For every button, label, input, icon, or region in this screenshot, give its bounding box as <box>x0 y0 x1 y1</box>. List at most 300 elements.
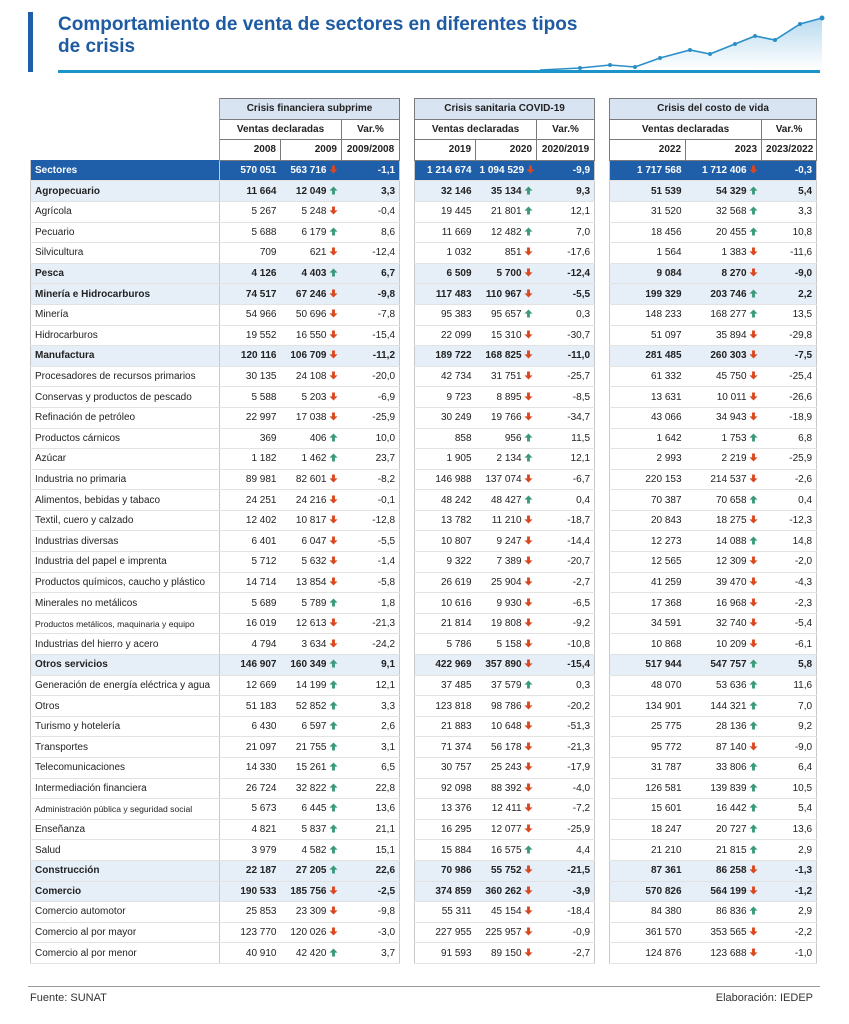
sales-value: 5 786 <box>415 634 476 655</box>
sales-value: 369 <box>220 428 281 449</box>
sales-value: 4 582 <box>301 844 327 856</box>
variation-period-header: 2023/2022 <box>762 140 817 161</box>
sector-row <box>31 860 817 881</box>
sales-value-with-trend <box>686 304 762 325</box>
sales-value: 40 910 <box>220 943 281 964</box>
column-gap <box>595 243 610 264</box>
table-row <box>31 222 817 243</box>
arrow-down-icon <box>524 824 533 833</box>
sales-value: 1 032 <box>415 243 476 264</box>
arrow-up-icon <box>524 309 533 318</box>
table-row <box>31 922 817 943</box>
sales-value: 357 890 <box>485 659 522 671</box>
arrow-down-icon <box>524 577 533 586</box>
variation-value: 3,7 <box>342 943 400 964</box>
sales-value: 9 723 <box>415 387 476 408</box>
sales-value-with-trend <box>476 449 537 470</box>
sales-value-with-trend <box>281 428 342 449</box>
variation-value: -2,7 <box>537 943 595 964</box>
variation-value: -1,2 <box>762 881 817 902</box>
sales-value: 48 070 <box>610 675 686 696</box>
sales-value: 123 770 <box>220 922 281 943</box>
variation-value: 5,4 <box>762 799 817 820</box>
variation-value: -9,8 <box>342 284 400 305</box>
sales-value: 31 787 <box>610 758 686 779</box>
arrow-down-icon <box>524 783 533 792</box>
sales-value-with-trend <box>686 922 762 943</box>
sales-value-with-trend <box>281 160 342 181</box>
sales-value: 570 826 <box>610 881 686 902</box>
sales-value-with-trend <box>686 510 762 531</box>
sales-value: 24 108 <box>295 371 327 383</box>
sales-value-with-trend <box>281 490 342 511</box>
arrow-up-icon <box>749 906 758 915</box>
variation-value: -14,4 <box>537 531 595 552</box>
sales-value-with-trend <box>686 531 762 552</box>
variation-value: 6,8 <box>762 428 817 449</box>
arrow-up-icon <box>749 536 758 545</box>
sales-value: 31 751 <box>490 371 522 383</box>
variation-value: -8,5 <box>537 387 595 408</box>
sales-value: 5 712 <box>220 552 281 573</box>
arrow-down-icon <box>749 865 758 874</box>
arrow-down-icon <box>329 927 338 936</box>
sales-value: 21 883 <box>415 716 476 737</box>
column-gap <box>400 469 415 490</box>
variation-value: 3,1 <box>342 737 400 758</box>
sales-value: 13 782 <box>415 510 476 531</box>
crisis-group-header: Crisis del costo de vida <box>610 99 817 120</box>
sales-value: 5 837 <box>301 824 327 836</box>
column-gap <box>400 449 415 470</box>
crisis-group-header: Crisis financiera subprime <box>220 99 400 120</box>
arrow-up-icon <box>749 762 758 771</box>
sales-value: 30 135 <box>220 366 281 387</box>
column-gap <box>400 634 415 655</box>
variation-value: -7,2 <box>537 799 595 820</box>
table-row <box>31 552 817 573</box>
arrow-down-icon <box>749 927 758 936</box>
arrow-down-icon <box>524 392 533 401</box>
sales-value: 19 766 <box>490 412 522 424</box>
sales-value-with-trend <box>281 222 342 243</box>
sales-value: 353 565 <box>710 927 747 939</box>
sales-value-with-trend <box>476 552 537 573</box>
sales-value: 9 247 <box>496 535 522 547</box>
sales-value: 18 275 <box>715 515 747 527</box>
variation-value: -25,9 <box>537 819 595 840</box>
sales-value: 12 049 <box>295 185 327 197</box>
arrow-down-icon <box>329 309 338 318</box>
variation-value: 12,1 <box>537 201 595 222</box>
sales-value-with-trend <box>476 634 537 655</box>
sales-value: 71 374 <box>415 737 476 758</box>
sales-value: 24 216 <box>295 494 327 506</box>
arrow-up-icon <box>524 680 533 689</box>
variation-value: 9,2 <box>762 716 817 737</box>
column-gap <box>400 572 415 593</box>
year-header: 2019 <box>415 140 476 161</box>
sales-value-with-trend <box>281 572 342 593</box>
sales-value-with-trend <box>476 922 537 943</box>
table-row <box>31 840 817 861</box>
variation-value: 14,8 <box>762 531 817 552</box>
sales-value: 422 969 <box>415 655 476 676</box>
sales-value: 563 716 <box>290 165 327 177</box>
arrow-up-icon <box>524 845 533 854</box>
sales-value: 41 259 <box>610 572 686 593</box>
column-gap <box>595 758 610 779</box>
sales-value: 5 689 <box>220 593 281 614</box>
column-gap <box>595 922 610 943</box>
variation-value: -2,6 <box>762 469 817 490</box>
sales-value-with-trend <box>476 531 537 552</box>
sales-value: 1 182 <box>220 449 281 470</box>
column-gap <box>400 943 415 964</box>
sales-table <box>30 98 817 964</box>
sales-value: 22 187 <box>220 860 281 881</box>
sales-value: 360 262 <box>485 885 522 897</box>
arrow-down-icon <box>749 371 758 380</box>
variation-value: -20,2 <box>537 696 595 717</box>
column-gap <box>400 160 415 181</box>
variation-value: -2,2 <box>762 922 817 943</box>
sales-value-with-trend <box>686 243 762 264</box>
column-gap <box>595 778 610 799</box>
column-gap <box>400 552 415 573</box>
arrow-down-icon <box>524 536 533 545</box>
variation-value: 10,0 <box>342 428 400 449</box>
sales-value: 1 462 <box>301 453 327 465</box>
variation-value: 0,4 <box>537 490 595 511</box>
variation-value: -11,0 <box>537 346 595 367</box>
sales-value: 117 483 <box>415 284 476 305</box>
total-row <box>31 160 817 181</box>
row-label: Enseñanza <box>31 819 220 840</box>
arrow-up-icon <box>749 309 758 318</box>
row-label: Silvicultura <box>31 243 220 264</box>
sales-value: 168 277 <box>710 309 747 321</box>
sales-value: 30 249 <box>415 407 476 428</box>
variation-value: -29,8 <box>762 325 817 346</box>
sales-value-with-trend <box>476 943 537 964</box>
sales-value: 50 696 <box>295 309 327 321</box>
arrow-up-icon <box>524 206 533 215</box>
variation-value: -18,9 <box>762 407 817 428</box>
sales-value: 54 329 <box>715 185 747 197</box>
sales-value-with-trend <box>476 819 537 840</box>
variation-value: -6,1 <box>762 634 817 655</box>
sales-value-with-trend <box>686 655 762 676</box>
arrow-down-icon <box>749 165 758 174</box>
sales-value: 281 485 <box>610 346 686 367</box>
column-gap <box>595 593 610 614</box>
sales-value-with-trend <box>281 407 342 428</box>
sales-value-with-trend <box>281 840 342 861</box>
sales-value-with-trend <box>686 572 762 593</box>
table-row <box>31 819 817 840</box>
column-gap <box>400 201 415 222</box>
arrow-up-icon <box>329 845 338 854</box>
sales-value-with-trend <box>686 840 762 861</box>
arrow-up-icon <box>329 433 338 442</box>
arrow-up-icon <box>329 598 338 607</box>
sales-value: 137 074 <box>485 473 522 485</box>
sales-value: 86 836 <box>715 906 747 918</box>
variation-value: 1,8 <box>342 593 400 614</box>
sales-value: 6 597 <box>301 721 327 733</box>
sales-value-with-trend <box>281 819 342 840</box>
arrow-down-icon <box>524 721 533 730</box>
variation-value: -12,8 <box>342 510 400 531</box>
sales-value: 12 669 <box>220 675 281 696</box>
column-gap <box>595 860 610 881</box>
table-row <box>31 758 817 779</box>
sales-value: 98 786 <box>490 700 522 712</box>
column-gap <box>400 387 415 408</box>
arrow-up-icon <box>329 742 338 751</box>
sales-value-with-trend <box>686 902 762 923</box>
variation-header: Var.% <box>762 119 817 140</box>
sales-value-with-trend <box>476 160 537 181</box>
year-header: 2022 <box>610 140 686 161</box>
sales-value-with-trend <box>281 716 342 737</box>
sales-value-with-trend <box>281 366 342 387</box>
sales-value: 5 248 <box>301 206 327 218</box>
column-gap <box>400 243 415 264</box>
arrow-down-icon <box>329 247 338 256</box>
sales-value: 16 575 <box>490 844 522 856</box>
variation-value: -5,4 <box>762 613 817 634</box>
sales-value: 26 619 <box>415 572 476 593</box>
column-gap <box>595 160 610 181</box>
column-gap <box>595 799 610 820</box>
sales-value-with-trend <box>686 428 762 449</box>
sales-value: 88 392 <box>490 782 522 794</box>
arrow-up-icon <box>749 227 758 236</box>
arrow-down-icon <box>329 495 338 504</box>
variation-value: 22,6 <box>342 860 400 881</box>
sales-value: 22 997 <box>220 407 281 428</box>
row-label: Azúcar <box>31 449 220 470</box>
sales-value: 82 601 <box>295 473 327 485</box>
sales-value-with-trend <box>281 387 342 408</box>
row-label: Comercio automotor <box>31 902 220 923</box>
sales-value: 956 <box>504 432 522 444</box>
column-gap <box>595 346 610 367</box>
column-gap <box>595 819 610 840</box>
column-gap <box>400 304 415 325</box>
table-row <box>31 407 817 428</box>
arrow-down-icon <box>749 268 758 277</box>
column-gap <box>400 119 415 140</box>
sales-value-with-trend <box>476 696 537 717</box>
variation-value: -2,7 <box>537 572 595 593</box>
arrow-up-icon <box>524 495 533 504</box>
sales-value: 16 442 <box>715 803 747 815</box>
row-label: Hidrocarburos <box>31 325 220 346</box>
sales-value: 10 209 <box>715 638 747 650</box>
row-label: Comercio <box>31 881 220 902</box>
arrow-down-icon <box>749 948 758 957</box>
variation-value: -20,0 <box>342 366 400 387</box>
sales-value: 220 153 <box>610 469 686 490</box>
sales-value: 10 817 <box>295 515 327 527</box>
column-gap <box>400 263 415 284</box>
sales-value: 1 094 529 <box>479 165 525 177</box>
column-gap <box>400 99 415 120</box>
row-label: Comercio al por menor <box>31 943 220 964</box>
table-row <box>31 366 817 387</box>
sales-value: 5 203 <box>301 391 327 403</box>
row-label: Salud <box>31 840 220 861</box>
sales-value: 1 905 <box>415 449 476 470</box>
arrow-down-icon <box>329 577 338 586</box>
sales-value-with-trend <box>281 243 342 264</box>
sales-value: 547 757 <box>710 659 747 671</box>
table-row <box>31 593 817 614</box>
year-header: 2020 <box>476 140 537 161</box>
row-label: Textil, cuero y calzado <box>31 510 220 531</box>
sales-value-with-trend <box>476 407 537 428</box>
sales-value-with-trend <box>281 304 342 325</box>
variation-value: 21,1 <box>342 819 400 840</box>
sales-value: 86 258 <box>715 865 747 877</box>
sales-value: 56 178 <box>490 741 522 753</box>
variation-value: 5,8 <box>762 655 817 676</box>
table-row <box>31 243 817 264</box>
sales-value-with-trend <box>686 943 762 964</box>
sales-value: 24 251 <box>220 490 281 511</box>
arrow-up-icon <box>524 186 533 195</box>
sales-value: 19 445 <box>415 201 476 222</box>
row-label: Procesadores de recursos primarios <box>31 366 220 387</box>
sales-value: 203 746 <box>710 288 747 300</box>
sales-value: 16 019 <box>220 613 281 634</box>
sales-value: 1 717 568 <box>610 160 686 181</box>
arrow-down-icon <box>749 618 758 627</box>
variation-value: -25,9 <box>762 449 817 470</box>
variation-value: -21,3 <box>537 737 595 758</box>
arrow-up-icon <box>329 783 338 792</box>
sales-value: 87 361 <box>610 860 686 881</box>
sales-value-with-trend <box>281 758 342 779</box>
sales-value: 31 520 <box>610 201 686 222</box>
variation-value: -5,5 <box>537 284 595 305</box>
variation-value: -9,2 <box>537 613 595 634</box>
arrow-down-icon <box>524 906 533 915</box>
column-gap <box>400 902 415 923</box>
sales-value-with-trend <box>476 222 537 243</box>
arrow-up-icon <box>749 289 758 298</box>
arrow-down-icon <box>329 618 338 627</box>
arrow-up-icon <box>749 721 758 730</box>
sales-value: 1 642 <box>610 428 686 449</box>
column-gap <box>400 675 415 696</box>
arrow-down-icon <box>524 412 533 421</box>
table-row <box>31 304 817 325</box>
variation-value: 6,5 <box>342 758 400 779</box>
sales-value: 5 267 <box>220 201 281 222</box>
table-row <box>31 737 817 758</box>
variation-value: -1,0 <box>762 943 817 964</box>
sector-row <box>31 284 817 305</box>
sales-value: 14 088 <box>715 535 747 547</box>
arrow-down-icon <box>524 371 533 380</box>
variation-value: -8,2 <box>342 469 400 490</box>
variation-value: -18,7 <box>537 510 595 531</box>
variation-value: -2,0 <box>762 552 817 573</box>
variation-value: -12,4 <box>342 243 400 264</box>
sales-value: 11 210 <box>491 515 522 527</box>
variation-value: 11,5 <box>537 428 595 449</box>
sales-value: 37 579 <box>490 679 522 691</box>
sales-value: 4 403 <box>301 268 327 280</box>
arrow-down-icon <box>329 886 338 895</box>
sales-value: 1 712 406 <box>702 165 747 177</box>
table-row <box>31 675 817 696</box>
growth-line-decoration <box>540 10 825 74</box>
sales-value-with-trend <box>476 469 537 490</box>
arrow-down-icon <box>329 639 338 648</box>
sales-value-with-trend <box>476 243 537 264</box>
sales-value: 12 402 <box>220 510 281 531</box>
arrow-up-icon <box>749 186 758 195</box>
arrow-up-icon <box>524 453 533 462</box>
sales-value: 4 821 <box>220 819 281 840</box>
arrow-down-icon <box>749 247 758 256</box>
sales-value: 10 011 <box>716 391 747 403</box>
sales-value: 21 801 <box>490 206 522 218</box>
sales-value-with-trend <box>476 902 537 923</box>
variation-value: 3,3 <box>762 201 817 222</box>
variation-value: -17,9 <box>537 758 595 779</box>
sales-value-with-trend <box>281 284 342 305</box>
sales-value-with-trend <box>281 181 342 202</box>
sales-value: 37 485 <box>415 675 476 696</box>
sales-value: 53 636 <box>715 679 747 691</box>
sales-value-with-trend <box>686 284 762 305</box>
variation-value: -9,9 <box>537 160 595 181</box>
sales-value: 13 854 <box>295 576 327 588</box>
column-gap <box>595 201 610 222</box>
sales-value: 32 146 <box>415 181 476 202</box>
arrow-up-icon <box>329 701 338 710</box>
variation-value: 3,3 <box>342 181 400 202</box>
sales-value: 34 591 <box>610 613 686 634</box>
sales-value: 70 986 <box>415 860 476 881</box>
variation-value: -7,8 <box>342 304 400 325</box>
arrow-down-icon <box>329 556 338 565</box>
row-label: Minerales no metálicos <box>31 593 220 614</box>
variation-value: -12,4 <box>537 263 595 284</box>
sales-value: 564 199 <box>710 885 747 897</box>
arrow-up-icon <box>749 680 758 689</box>
arrow-down-icon <box>329 350 338 359</box>
sales-value: 15 884 <box>415 840 476 861</box>
sales-value-with-trend <box>686 613 762 634</box>
sales-value: 6 401 <box>220 531 281 552</box>
arrow-down-icon <box>524 350 533 359</box>
sales-value: 55 311 <box>415 902 476 923</box>
sales-value-with-trend <box>476 737 537 758</box>
row-label: Turismo y hotelería <box>31 716 220 737</box>
sales-value: 134 901 <box>610 696 686 717</box>
sales-value: 95 657 <box>490 309 522 321</box>
column-gap <box>595 325 610 346</box>
arrow-up-icon <box>329 659 338 668</box>
sector-row <box>31 346 817 367</box>
